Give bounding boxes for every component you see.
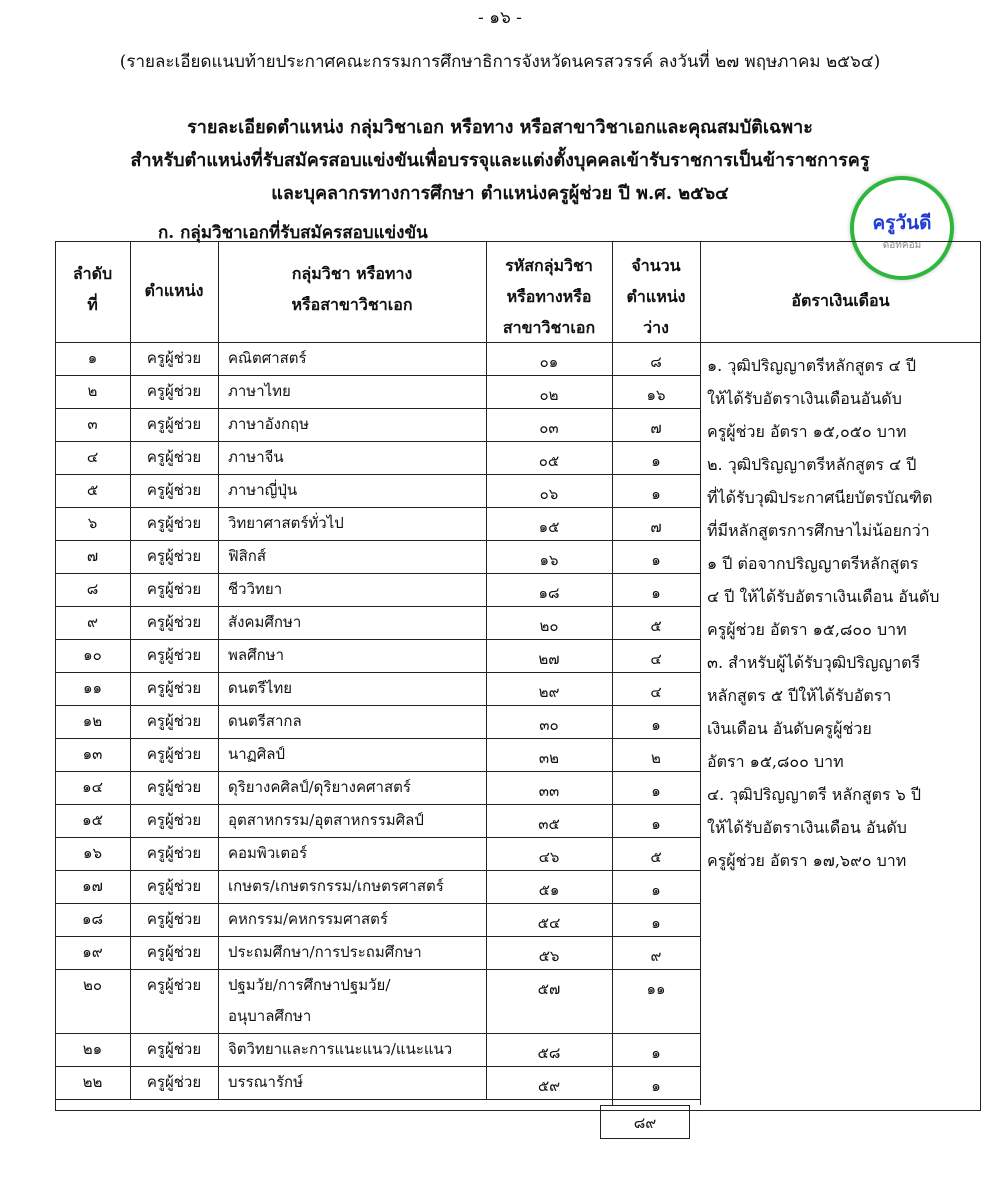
row-count: ๑ xyxy=(651,881,661,899)
row-count: ๑๑ xyxy=(646,980,666,998)
salary-line: ครูผู้ช่วย อัตรา ๑๕,๐๕๐ บาท xyxy=(707,422,907,441)
row-code: ๐๕ xyxy=(538,452,560,470)
header-position: ตำแหน่ง xyxy=(144,281,204,300)
row-number: ๔ xyxy=(86,448,99,466)
row-position: ครูผู้ช่วย xyxy=(146,1040,202,1058)
row-count: ๘ xyxy=(650,353,662,371)
row-position: ครูผู้ช่วย xyxy=(146,943,202,961)
row-number: ๑๘ xyxy=(81,910,104,928)
header-count: จำนวน ตำแหน่ง ว่าง xyxy=(626,256,686,337)
salary-line: ครูผู้ช่วย อัตรา ๑๗,๖๙๐ บาท xyxy=(707,851,907,870)
row-position: ครูผู้ช่วย xyxy=(146,1073,202,1091)
row-count: ๕ xyxy=(650,848,662,866)
row-subject: ภาษาไทย xyxy=(228,382,291,400)
row-count: ๗ xyxy=(650,419,662,437)
row-position: ครูผู้ช่วย xyxy=(146,415,202,433)
row-code: ๓๕ xyxy=(538,815,560,833)
row-number: ๑๙ xyxy=(82,943,103,961)
row-subject-continued: อนุบาลศึกษา xyxy=(228,1007,312,1025)
row-subject: ภาษาญี่ปุ่น xyxy=(228,481,298,499)
row-code: ๐๒ xyxy=(539,386,559,404)
row-number: ๑๖ xyxy=(82,844,103,862)
row-count: ๒ xyxy=(651,749,661,767)
row-number: ๑๔ xyxy=(82,778,103,796)
salary-line: เงินเดือน อันดับครูผู้ช่วย xyxy=(707,719,872,738)
row-subject: ชีววิทยา xyxy=(228,580,283,598)
row-position: ครูผู้ช่วย xyxy=(146,613,202,631)
row-number: ๗ xyxy=(86,547,99,565)
row-code: ๑๕ xyxy=(538,518,560,536)
row-count: ๗ xyxy=(650,518,662,536)
salary-line: ๔. วุฒิปริญญาตรี หลักสูตร ๖ ปี xyxy=(707,785,922,804)
heading-line-3: และบุคลากรทางการศึกษา ตำแหน่งครูผู้ช่วย ปี พ.ศ. ๒๕๖๔ xyxy=(271,183,729,204)
column-divider xyxy=(700,241,701,1105)
row-number: ๑๐ xyxy=(83,646,102,664)
row-code: ๐๖ xyxy=(539,485,559,503)
salary-line: ๑ ปี ต่อจากปริญญาตรีหลักสูตร xyxy=(707,554,919,573)
logo-sub-text: ดอทคอม xyxy=(882,240,922,251)
row-number: ๒ xyxy=(87,382,98,400)
row-subject: ฟิสิกส์ xyxy=(228,547,267,565)
row-position: ครูผู้ช่วย xyxy=(146,349,202,367)
row-code: ๕๔ xyxy=(537,914,561,932)
row-number: ๑๓ xyxy=(82,745,103,763)
row-position: ครูผู้ช่วย xyxy=(146,712,202,730)
row-subject: ดุริยางคศิลป์/ดุริยางคศาสตร์ xyxy=(228,778,411,796)
row-position: ครูผู้ช่วย xyxy=(146,844,202,862)
row-position: ครูผู้ช่วย xyxy=(146,382,202,400)
row-count: ๑ xyxy=(651,485,661,503)
row-count: ๑ xyxy=(651,782,661,800)
salary-line: ครูผู้ช่วย อัตรา ๑๕,๘๐๐ บาท xyxy=(707,620,907,639)
row-number: ๑๗ xyxy=(82,877,103,895)
row-count: ๑ xyxy=(651,815,661,833)
row-count: ๑ xyxy=(651,584,661,602)
section-label: ก. กลุ่มวิชาเอกที่รับสมัครสอบแข่งขัน xyxy=(158,223,428,243)
row-count: ๑ xyxy=(651,716,661,734)
row-code: ๕๘ xyxy=(537,1044,561,1062)
row-code: ๑๘ xyxy=(538,584,560,602)
row-subject: เกษตร/เกษตรกรรม/เกษตรศาสตร์ xyxy=(228,877,444,895)
row-position: ครูผู้ช่วย xyxy=(146,745,202,763)
row-subject: วิทยาศาสตร์ทั่วไป xyxy=(228,514,344,532)
row-count: ๔ xyxy=(650,650,662,668)
salary-line: ให้ได้รับอัตราเงินเดือน อันดับ xyxy=(707,818,907,837)
header-salary: อัตราเงินเดือน xyxy=(791,291,890,310)
total-count: ๘๙ xyxy=(600,1105,690,1139)
row-number: ๕ xyxy=(86,481,99,499)
row-code: ๒๗ xyxy=(538,650,560,668)
row-subject: อุตสาหกรรม/อุตสาหกรรมศิลป์ xyxy=(228,811,424,829)
salary-line: ที่มีหลักสูตรการศึกษาไม่น้อยกว่า xyxy=(707,521,930,540)
row-count: ๑ xyxy=(651,914,661,932)
row-position: ครูผู้ช่วย xyxy=(146,580,202,598)
row-position: ครูผู้ช่วย xyxy=(146,811,202,829)
row-count: ๑ xyxy=(651,551,661,569)
row-subject: พลศึกษา xyxy=(228,646,284,664)
row-subject: ภาษาอังกฤษ xyxy=(228,415,310,433)
row-position: ครูผู้ช่วย xyxy=(146,448,202,466)
row-number: ๓ xyxy=(87,415,98,433)
salary-description xyxy=(707,349,975,877)
row-subject: คอมพิวเตอร์ xyxy=(228,844,308,862)
row-count: ๑ xyxy=(651,1077,661,1095)
header-no: ลำดับ ที่ xyxy=(72,264,113,314)
salary-line: ที่ได้รับวุฒิประกาศนียบัตรบัณฑิต xyxy=(707,488,933,507)
row-position: ครูผู้ช่วย xyxy=(146,514,202,532)
row-number: ๑ xyxy=(87,349,98,367)
salary-line: ๓. สำหรับผู้ได้รับวุฒิปริญญาตรี xyxy=(707,653,921,672)
row-number: ๙ xyxy=(87,613,98,631)
row-code: ๑๖ xyxy=(539,551,559,569)
row-count: ๑ xyxy=(651,452,661,470)
row-number: ๒๐ xyxy=(82,976,103,994)
row-code: ๔๖ xyxy=(538,848,560,866)
row-count: ๑๖ xyxy=(646,386,666,404)
row-position: ครูผู้ช่วย xyxy=(146,679,202,697)
row-subject: ประถมศึกษา/การประถมศึกษา xyxy=(228,943,422,961)
column-divider xyxy=(218,241,219,1099)
row-subject: ดนตรีไทย xyxy=(228,679,293,697)
row-position: ครูผู้ช่วย xyxy=(146,481,202,499)
page-number: - ๑๖ - xyxy=(478,8,522,28)
row-subject: ปฐมวัย/การศึกษาปฐมวัย/ xyxy=(228,976,391,994)
heading-line-2: สำหรับตำแหน่งที่รับสมัครสอบแข่งขันเพื่อบรรจุและแต่งตั้งบุคคลเข้ารับราชการเป็นข้าราชการครู xyxy=(130,150,870,171)
salary-line: อัตรา ๑๕,๘๐๐ บาท xyxy=(707,752,844,771)
salary-line: หลักสูตร ๕ ปีให้ได้รับอัตรา xyxy=(707,686,892,705)
row-code: ๐๑ xyxy=(539,353,559,371)
header-code: รหัสกลุ่มวิชา หรือทางหรือ สาขาวิชาเอก xyxy=(502,256,596,337)
logo-main-text: ครูวันดี xyxy=(872,212,932,234)
heading-line-1: รายละเอียดตำแหน่ง กลุ่มวิชาเอก หรือทาง หรือสาขาวิชาเอกและคุณสมบัติเฉพาะ xyxy=(187,117,813,138)
row-subject: คหกรรม/คหกรรมศาสตร์ xyxy=(228,910,388,928)
row-position: ครูผู้ช่วย xyxy=(146,877,202,895)
row-code: ๕๖ xyxy=(538,947,560,965)
salary-line: ให้ได้รับอัตราเงินเดือนอันดับ xyxy=(707,389,902,408)
row-subject: นาฏศิลป์ xyxy=(228,745,285,763)
annex-note: (รายละเอียดแนบท้ายประกาศคณะกรรมการศึกษาธิการจังหวัดนครสวรรค์ ลงวันที่ ๒๗ พฤษภาคม ๒๕๖๔) xyxy=(119,52,881,72)
header-subject: กลุ่มวิชา หรือทาง หรือสาขาวิชาเอก xyxy=(291,264,413,314)
row-subject: สังคมศึกษา xyxy=(228,613,302,631)
row-code: ๒๙ xyxy=(538,683,560,701)
salary-line: ๔ ปี ให้ได้รับอัตราเงินเดือน อันดับ xyxy=(707,587,940,606)
row-number: ๘ xyxy=(86,580,99,598)
row-number: ๒๑ xyxy=(82,1040,103,1058)
row-position: ครูผู้ช่วย xyxy=(146,646,202,664)
row-count: ๔ xyxy=(650,683,662,701)
row-code: ๒๐ xyxy=(539,617,559,635)
row-subject: บรรณารักษ์ xyxy=(228,1073,303,1091)
row-code: ๓๒ xyxy=(538,749,560,767)
salary-line: ๒. วุฒิปริญญาตรีหลักสูตร ๔ ปี xyxy=(707,455,917,474)
row-code: ๕๗ xyxy=(537,980,561,998)
row-position: ครูผู้ช่วย xyxy=(146,778,202,796)
row-subject: จิตวิทยาและการแนะแนว/แนะแนว xyxy=(228,1040,453,1058)
row-code: ๓๐ xyxy=(539,716,559,734)
row-position: ครูผู้ช่วย xyxy=(146,976,202,994)
row-subject: ภาษาจีน xyxy=(228,448,284,466)
row-position: ครูผู้ช่วย xyxy=(146,910,202,928)
row-number: ๒๒ xyxy=(82,1073,103,1091)
row-number: ๖ xyxy=(87,514,98,532)
row-number: ๑๒ xyxy=(82,712,103,730)
row-position: ครูผู้ช่วย xyxy=(146,547,202,565)
salary-line: ๑. วุฒิปริญญาตรีหลักสูตร ๔ ปี xyxy=(707,356,916,375)
row-number: ๑๕ xyxy=(82,811,103,829)
row-subject: ดนตรีสากล xyxy=(228,712,302,730)
row-code: ๐๓ xyxy=(539,419,559,437)
row-code: ๕๑ xyxy=(538,881,560,899)
row-code: ๕๙ xyxy=(537,1077,561,1095)
row-number: ๑๑ xyxy=(82,679,103,697)
row-subject: คณิตศาสตร์ xyxy=(228,349,307,367)
row-count: ๙ xyxy=(650,947,662,965)
row-count: ๑ xyxy=(651,1044,661,1062)
row-count: ๕ xyxy=(650,617,662,635)
row-code: ๓๓ xyxy=(538,782,560,800)
